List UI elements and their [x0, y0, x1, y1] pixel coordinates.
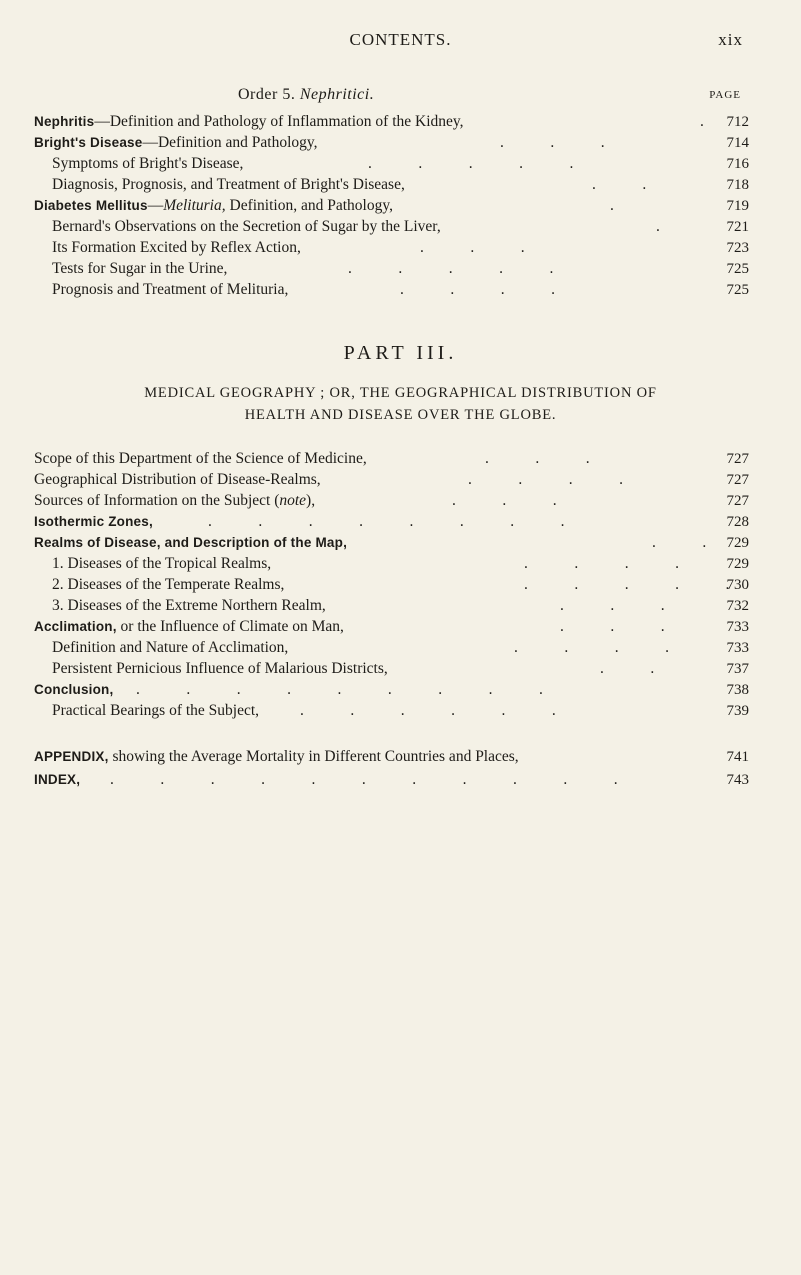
toc-entry: Bright's Disease—Definition and Pathology, . . . 714 [34, 134, 749, 151]
toc-entry: Scope of this Department of the Science of Medicine, . . . 727 [34, 450, 749, 467]
entry-lead: Realms of Disease, and Description of the Map, [34, 535, 348, 550]
index-page: 743 [726, 772, 749, 788]
toc-entry: Diagnosis, Prognosis, and Treatment of Bright's Disease, . . 718 [52, 176, 749, 193]
toc-entry: Its Formation Excited by Reflex Action, . . . 723 [52, 239, 749, 256]
entry-lead: Nephritis [34, 114, 95, 129]
entry-text: —Definition and Pathology of Inflammation of the Kidney, [94, 113, 464, 130]
entry-page: 716 [726, 156, 749, 172]
toc-entry: Geographical Distribution of Disease-Realms, . . . . 727 [34, 471, 749, 488]
index-entry: INDEX, . . . . . . . . . . . 743 [34, 771, 749, 788]
order-label: Order 5. [238, 86, 296, 103]
entry-text: Sources of Information on the Subject ( [34, 492, 280, 509]
entry-page: 719 [726, 198, 749, 214]
appendix-page: 741 [726, 749, 749, 765]
index-lead: INDEX, [34, 772, 81, 787]
page-column-header: PAGE [709, 89, 741, 101]
entry-page: 721 [726, 219, 749, 235]
toc-entry: Conclusion, . . . . . . . . . 738 [34, 681, 749, 698]
entry-text: Prognosis and Treatment of Melituria, [52, 281, 289, 298]
toc-entry: Realms of Disease, and Description of the Map, . . 729 [34, 534, 749, 551]
entry-lead: Acclimation, [34, 619, 117, 634]
part-subtitle-line-1: MEDICAL GEOGRAPHY ; OR, THE GEOGRAPHICAL DISTRIBUTION OF [144, 385, 657, 401]
appendix-text: showing the Average Mortality in Different Countries and Places, [108, 748, 519, 765]
toc-entry: Acclimation, or the Influence of Climate on Man, . . . 733 [34, 618, 749, 635]
entry-page: 727 [726, 472, 749, 488]
appendix-lead: APPENDIX, [34, 749, 109, 764]
appendix-entry [0, 747, 801, 767]
entry-page: 725 [726, 261, 749, 277]
entry-page: 712 [726, 114, 749, 130]
entry-page: 727 [726, 451, 749, 467]
toc-entry: Isothermic Zones, . . . . . . . . 728 [34, 513, 749, 530]
entry-text: 1. Diseases of the Tropical Realms, [52, 555, 272, 572]
toc-entry: Definition and Nature of Acclimation, . . . . 733 [52, 639, 749, 656]
entry-page: 733 [726, 640, 749, 656]
toc-entry: 2. Diseases of the Temperate Realms, . . . . . 730 [52, 576, 749, 593]
toc-entry: Bernard's Observations on the Secretion of Sugar by the Liver, . 721 [52, 218, 749, 235]
entry-text: Tests for Sugar in the Urine, [52, 260, 228, 277]
entry-text: Diagnosis, Prognosis, and Treatment of Bright's Disease, [52, 176, 405, 193]
toc-entry: Practical Bearings of the Subject, . . . . . . 739 [52, 702, 749, 719]
entry-page: 730 [726, 577, 749, 593]
entry-text: Scope of this Department of the Science of Medicine, [34, 450, 367, 467]
entry-lead: Bright's Disease [34, 135, 143, 150]
entry-text: 3. Diseases of the Extreme Northern Realm, [52, 597, 326, 614]
toc-entry: Sources of Information on the Subject (note), . . . 727 [34, 492, 749, 509]
entry-text: —Definition and Pathology, [142, 134, 318, 151]
toc-entry: 3. Diseases of the Extreme Northern Realm, . . . 732 [52, 597, 749, 614]
entry-lead: Diabetes Mellitus [34, 198, 148, 213]
entry-text: Symptoms of Bright's Disease, [52, 155, 244, 172]
entry-text-2: Definition, and Pathology, [225, 197, 393, 214]
running-head-page-number: xix [718, 30, 743, 49]
part-title: PART III. [343, 342, 458, 364]
entry-page: 718 [726, 177, 749, 193]
entry-italic: Melituria, [163, 197, 226, 214]
entry-page: 732 [726, 598, 749, 614]
entry-page: 728 [726, 514, 749, 530]
entry-page: 714 [726, 135, 749, 151]
entry-text: Bernard's Observations on the Secretion of Sugar by the Liver, [52, 218, 441, 235]
toc-entry: Persistent Pernicious Influence of Malarious Districts, . . 737 [52, 660, 749, 677]
entry-page: 739 [726, 703, 749, 719]
entry-page: 729 [726, 535, 749, 551]
entry-text: Persistent Pernicious Influence of Malarious Districts, [52, 660, 388, 677]
toc-entry: Prognosis and Treatment of Melituria, . . . . 725 [52, 281, 749, 298]
entry-italic: note [279, 492, 307, 509]
entry-lead: Isothermic Zones, [34, 514, 153, 529]
entry-text: Definition and Nature of Acclimation, [52, 639, 289, 656]
entry-page: 737 [726, 661, 749, 677]
toc-entry: Tests for Sugar in the Urine, . . . . . 725 [52, 260, 749, 277]
entry-text: — [147, 197, 164, 214]
order-name: Nephritici. [299, 86, 375, 103]
entry-text: Practical Bearings of the Subject, [52, 702, 260, 719]
running-head-title: CONTENTS. [349, 30, 452, 49]
entry-lead: Conclusion, [34, 682, 114, 697]
entry-text: Geographical Distribution of Disease-Realms, [34, 471, 321, 488]
entry-page: 733 [726, 619, 749, 635]
entry-text: 2. Diseases of the Temperate Realms, [52, 576, 285, 593]
entry-text-2: ), [306, 492, 316, 509]
entry-page: 727 [726, 493, 749, 509]
part-subtitle-line-2: HEALTH AND DISEASE OVER THE GLOBE. [244, 407, 557, 423]
toc-entry: Nephritis—Definition and Pathology of Inflammation of the Kidney, . 712 [34, 113, 749, 130]
entry-page: 738 [726, 682, 749, 698]
entry-page: 723 [726, 240, 749, 256]
entry-page: 729 [726, 556, 749, 572]
order-heading-text [238, 86, 374, 104]
entry-text: or the Influence of Climate on Man, [116, 618, 344, 635]
entry-page: 725 [726, 282, 749, 298]
toc-entry: 1. Diseases of the Tropical Realms, . . . . 729 [52, 555, 749, 572]
toc-entry: Symptoms of Bright's Disease, . . . . . 716 [52, 155, 749, 172]
entry-text: Its Formation Excited by Reflex Action, [52, 239, 301, 256]
toc-entry: Diabetes Mellitus—Melituria, Definition, and Pathology, . 719 [34, 197, 749, 214]
order-heading [0, 86, 801, 106]
